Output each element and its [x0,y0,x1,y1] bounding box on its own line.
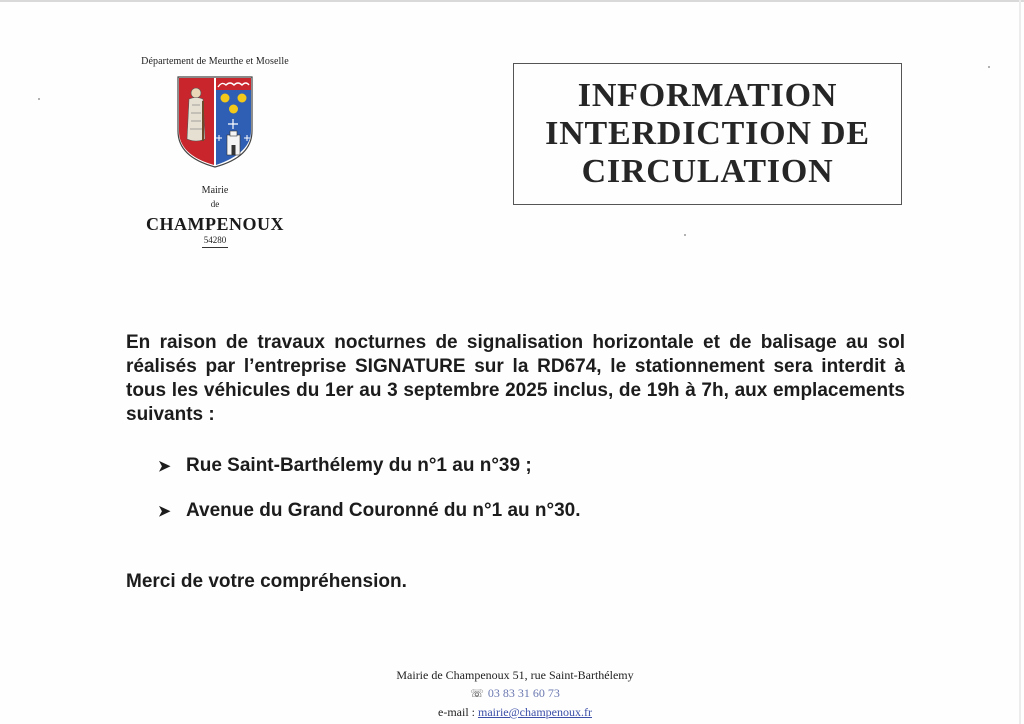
footer-email-label: e-mail : [438,705,475,719]
scan-speck [988,66,990,68]
title-line-1: INFORMATION [577,77,838,114]
closing-text: Merci de votre compréhension. [126,571,407,592]
telephone-icon: ☏ [470,688,484,700]
list-item [158,500,878,522]
list-item [158,455,878,477]
title-line-3: CIRCULATION [581,153,834,190]
coat-of-arms-icon [174,73,256,169]
notice-title-box [513,63,902,205]
de-label: de [210,199,220,209]
scan-speck [38,98,40,100]
list-item-label: Rue Saint-Barthélemy du n°1 au n°39 ; [186,455,532,476]
mairie-label: Mairie [201,185,229,196]
postal-underline [202,247,228,248]
arrow-bullet-icon: ➤ [158,458,171,475]
scan-speck [684,234,686,236]
title-line-2: INTERDICTION DE [545,115,870,152]
email-link[interactable]: mairie@champenoux.fr [477,705,592,719]
scan-edge-top [0,0,1024,2]
notice-paragraph: En raison de travaux nocturnes de signalisation horizontale et de balisage au sol réalisés par l’entreprise SIGNATURE sur la RD674, le stationnement sera interdit à tous les véhicules du 1er au 3 septembre 2025 inclus, de 19h à 7h, aux emplacements suivants : [126,332,905,425]
arrow-bullet-icon: ➤ [158,503,171,520]
footer-phone: 03 83 31 60 73 [487,686,560,700]
footer-address: Mairie de Champenoux 51, rue Saint-Barthélemy [396,668,634,682]
postal-code: 54280 [203,235,227,245]
town-name: CHAMPENOUX [146,214,284,234]
footer-contact [300,666,730,721]
scan-edge-right [1019,0,1021,724]
footer-phone-line [300,684,730,703]
municipality-header [110,56,320,248]
list-item-label: Avenue du Grand Couronné du n°1 au n°30. [186,500,581,521]
footer-email-line [300,703,730,721]
department-name: Département de Meurthe et Moselle [141,56,289,67]
